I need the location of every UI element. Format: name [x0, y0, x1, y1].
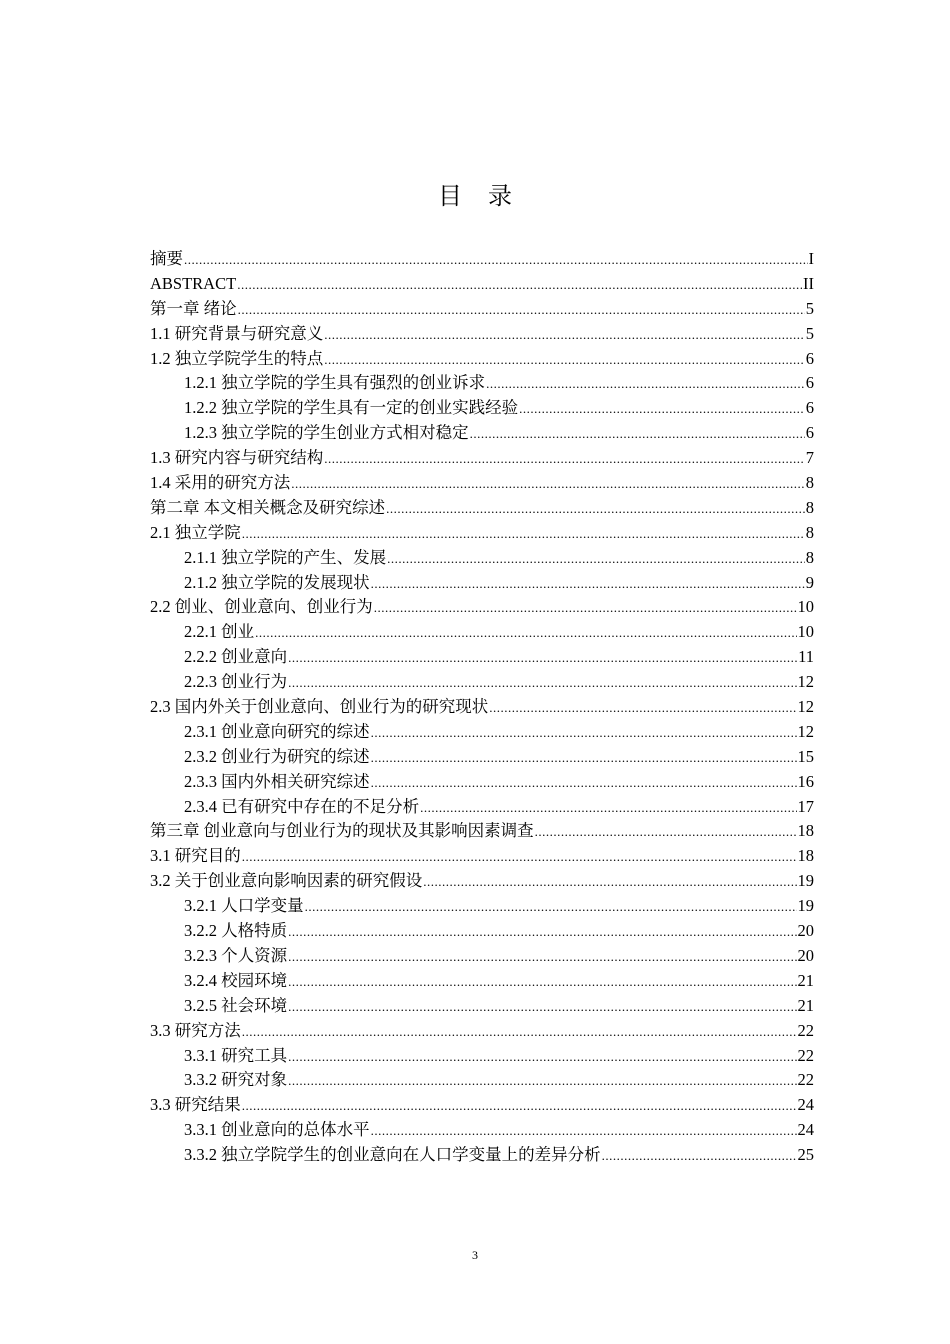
toc-entry-page: 8: [805, 497, 814, 517]
toc-entry[interactable]: [150, 969, 814, 994]
toc-entry[interactable]: [150, 795, 814, 820]
toc-entry-page: 21: [797, 995, 814, 1015]
toc-entry[interactable]: [150, 371, 814, 396]
toc-entry[interactable]: [150, 994, 814, 1019]
toc-dot-leader: [387, 547, 805, 572]
toc-entry[interactable]: [150, 421, 814, 446]
toc-entry-label: 2.2.3 创业行为: [184, 672, 288, 692]
toc-entry-label: 1.2.3 独立学院的学生创业方式相对稳定: [184, 423, 469, 443]
toc-entry-label: 3.2.5 社会环境: [184, 995, 288, 1015]
toc-entry-label: 3.3.2 独立学院学生的创业意向在人口学变量上的差异分析: [184, 1145, 601, 1165]
toc-dot-leader: [371, 771, 797, 796]
toc-entry-page: 6: [805, 348, 814, 368]
toc-entry-label: 3.2.3 个人资源: [184, 945, 288, 965]
toc-dot-leader: [288, 995, 796, 1020]
toc-dot-leader: [288, 945, 796, 970]
toc-entry-page: 24: [797, 1095, 814, 1115]
toc-dot-leader: [305, 895, 797, 920]
toc-entry-label: 2.2.2 创业意向: [184, 647, 288, 667]
toc-entry-label: 1.1 研究背景与研究意义: [150, 323, 324, 343]
toc-entry[interactable]: [150, 521, 814, 546]
toc-entry-label: 2.3 国内外关于创业意向、创业行为的研究现状: [150, 697, 489, 717]
toc-entry-page: 12: [797, 697, 814, 717]
toc-dot-leader: [288, 920, 796, 945]
toc-entry-page: 10: [797, 622, 814, 642]
toc-entry-page: 12: [797, 721, 814, 741]
toc-entry-page: 20: [797, 921, 814, 941]
toc-entry-page: 19: [797, 896, 814, 916]
toc-entry-label: 1.4 采用的研究方法: [150, 473, 291, 493]
toc-dot-leader: [242, 845, 797, 870]
toc-entry-page: 17: [797, 796, 814, 816]
toc-entry[interactable]: [150, 1143, 814, 1168]
toc-entry-label: 摘要: [150, 249, 183, 268]
toc-entry[interactable]: [150, 471, 814, 496]
toc-entry-page: 20: [797, 945, 814, 965]
toc-entry[interactable]: [150, 396, 814, 421]
toc-dot-leader: [242, 1020, 797, 1045]
toc-entry-label: 3.1 研究目的: [150, 846, 241, 866]
toc-entry-label: 1.3 研究内容与研究结构: [150, 448, 324, 468]
toc-entry-label: 3.3 研究结果: [150, 1095, 241, 1115]
toc-entry-page: 18: [797, 821, 814, 841]
toc-entry-page: I: [808, 249, 814, 268]
toc-entry-label: 第三章 创业意向与创业行为的现状及其影响因素调查: [150, 821, 534, 841]
toc-entry[interactable]: [150, 322, 814, 347]
toc-dot-leader: [291, 472, 805, 497]
toc-entry-page: 22: [797, 1045, 814, 1065]
toc-entry[interactable]: [150, 571, 814, 596]
toc-entry[interactable]: [150, 446, 814, 471]
toc-entry-page: 11: [798, 647, 814, 667]
toc-dot-leader: [535, 820, 797, 845]
toc-entry-label: 2.1.2 独立学院的发展现状: [184, 572, 370, 592]
toc-entry[interactable]: [150, 944, 814, 969]
toc-dot-leader: [371, 746, 797, 771]
toc-entry-label: 1.2.2 独立学院的学生具有一定的创业实践经验: [184, 398, 519, 418]
toc-dot-leader: [371, 572, 805, 597]
toc-dot-leader: [324, 323, 805, 348]
toc-entry-page: 21: [797, 970, 814, 990]
toc-entry-page: 6: [805, 373, 814, 393]
toc-entry[interactable]: [150, 894, 814, 919]
toc-dot-leader: [288, 671, 796, 696]
toc-entry[interactable]: [150, 272, 814, 297]
toc-dot-leader: [238, 298, 805, 323]
toc-entry-page: 25: [797, 1145, 814, 1165]
toc-entry-label: 2.3.4 已有研究中存在的不足分析: [184, 796, 420, 816]
toc-entry[interactable]: [150, 844, 814, 869]
toc-entry-page: 16: [797, 771, 814, 791]
toc-entry-label: 1.2 独立学院学生的特点: [150, 348, 324, 368]
toc-entry[interactable]: [150, 1068, 814, 1093]
toc-dot-leader: [470, 422, 805, 447]
table-of-contents: [150, 247, 814, 1168]
toc-entry[interactable]: [150, 670, 814, 695]
toc-dot-leader: [374, 596, 797, 621]
toc-entry[interactable]: [150, 720, 814, 745]
toc-dot-leader: [386, 497, 805, 522]
toc-entry-label: ABSTRACT: [150, 273, 237, 293]
toc-entry-label: 3.2.2 人格特质: [184, 921, 288, 941]
toc-entry[interactable]: [150, 919, 814, 944]
toc-entry-page: 5: [805, 323, 814, 343]
toc-entry-page: 9: [805, 572, 814, 592]
toc-dot-leader: [242, 522, 805, 547]
toc-entry-page: 10: [797, 597, 814, 617]
toc-entry[interactable]: [150, 247, 814, 272]
toc-dot-leader: [602, 1144, 797, 1169]
toc-entry[interactable]: [150, 1118, 814, 1143]
toc-entry-label: 3.3.2 研究对象: [184, 1070, 288, 1090]
page-number: 3: [472, 1248, 478, 1262]
toc-entry-label: 1.2.1 独立学院的学生具有强烈的创业诉求: [184, 373, 486, 393]
toc-entry-page: 15: [797, 746, 814, 766]
toc-entry-label: 第二章 本文相关概念及研究综述: [150, 497, 386, 517]
toc-entry-page: 18: [797, 846, 814, 866]
toc-entry-label: 2.2 创业、创业意向、创业行为: [150, 597, 373, 617]
toc-entry-page: 8: [805, 522, 814, 542]
toc-entry-label: 2.3.1 创业意向研究的综述: [184, 721, 370, 741]
toc-entry-label: 3.3 研究方法: [150, 1020, 241, 1040]
toc-entry-label: 第一章 绪论: [150, 298, 237, 318]
toc-entry-page: 8: [805, 473, 814, 493]
toc-entry[interactable]: [150, 869, 814, 894]
title-char-1: 目: [438, 184, 462, 210]
toc-dot-leader: [486, 372, 805, 397]
toc-dot-leader: [324, 348, 805, 373]
toc-dot-leader: [288, 1045, 796, 1070]
toc-entry[interactable]: [150, 819, 814, 844]
toc-entry[interactable]: [150, 695, 814, 720]
toc-dot-leader: [420, 796, 796, 821]
toc-dot-leader: [423, 870, 796, 895]
toc-entry-page: II: [803, 273, 814, 293]
toc-dot-leader: [184, 248, 808, 273]
toc-entry[interactable]: [150, 1019, 814, 1044]
toc-entry[interactable]: [150, 620, 814, 645]
toc-entry-page: 19: [797, 871, 814, 891]
toc-dot-leader: [519, 397, 805, 422]
toc-entry-label: 3.2 关于创业意向影响因素的研究假设: [150, 871, 423, 891]
toc-entry[interactable]: [150, 770, 814, 795]
toc-dot-leader: [255, 621, 796, 646]
toc-entry-label: 2.1.1 独立学院的产生、发展: [184, 547, 387, 567]
toc-entry-label: 3.2.4 校园环境: [184, 970, 288, 990]
toc-dot-leader: [489, 696, 796, 721]
toc-entry-page: 6: [805, 398, 814, 418]
toc-dot-leader: [371, 721, 797, 746]
toc-entry[interactable]: [150, 546, 814, 571]
toc-entry-page: 7: [805, 448, 814, 468]
toc-entry[interactable]: [150, 595, 814, 620]
toc-entry[interactable]: [150, 496, 814, 521]
toc-dot-leader: [242, 1094, 797, 1119]
toc-dot-leader: [288, 1069, 796, 1094]
toc-entry[interactable]: [150, 1093, 814, 1118]
toc-entry-label: 2.3.2 创业行为研究的综述: [184, 746, 370, 766]
toc-entry-page: 24: [797, 1120, 814, 1140]
toc-entry[interactable]: [150, 297, 814, 322]
toc-entry[interactable]: [150, 745, 814, 770]
toc-entry-label: 3.3.1 创业意向的总体水平: [184, 1120, 370, 1140]
toc-entry-label: 2.1 独立学院: [150, 522, 241, 542]
page-title: [0, 180, 950, 214]
toc-entry-label: 3.3.1 研究工具: [184, 1045, 288, 1065]
toc-dot-leader: [371, 1119, 797, 1144]
toc-entry-page: 22: [797, 1020, 814, 1040]
toc-dot-leader: [237, 273, 802, 298]
toc-entry-label: 2.2.1 创业: [184, 622, 255, 642]
toc-entry-label: 2.3.3 国内外相关研究综述: [184, 771, 370, 791]
toc-entry-page: 12: [797, 672, 814, 692]
toc-dot-leader: [324, 447, 805, 472]
toc-entry[interactable]: [150, 645, 814, 670]
toc-entry-page: 22: [797, 1070, 814, 1090]
title-char-2: 录: [488, 184, 512, 210]
toc-entry-label: 3.2.1 人口学变量: [184, 896, 304, 916]
toc-entry-page: 5: [805, 298, 814, 318]
toc-entry[interactable]: [150, 347, 814, 372]
toc-entry[interactable]: [150, 1044, 814, 1069]
toc-dot-leader: [288, 970, 796, 995]
toc-entry-page: 8: [805, 547, 814, 567]
toc-dot-leader: [288, 646, 797, 671]
toc-entry-page: 6: [805, 423, 814, 443]
